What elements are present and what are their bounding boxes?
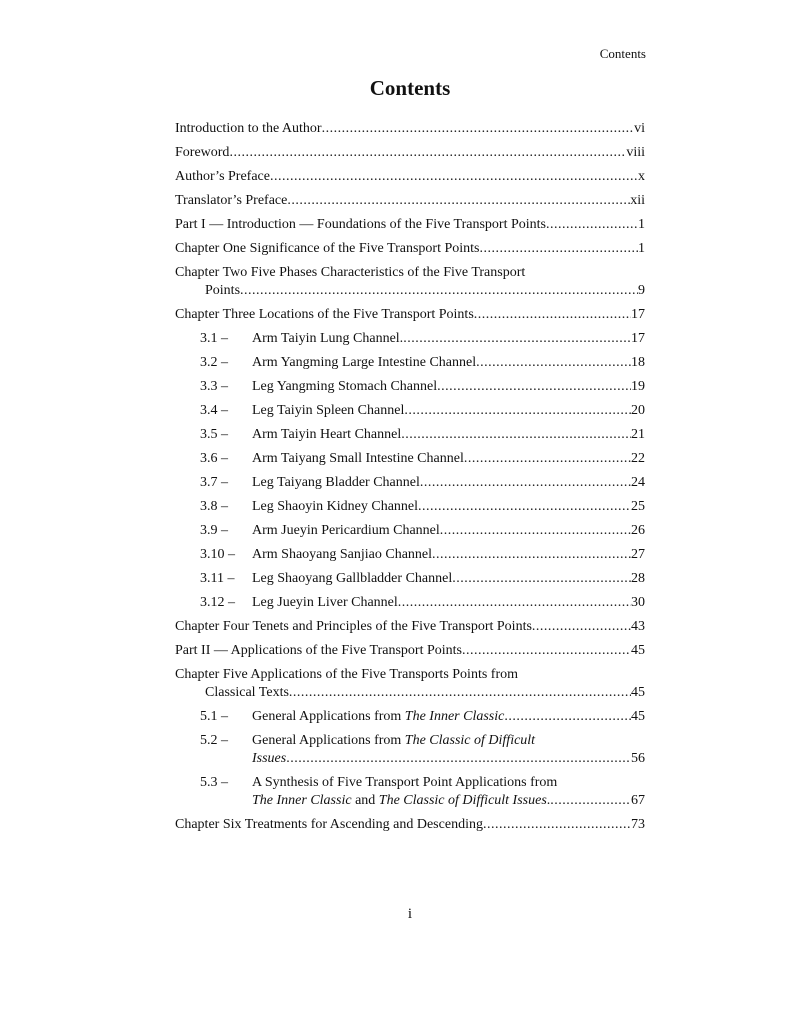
toc-label: Leg Jueyin Liver Channel xyxy=(252,595,398,610)
toc-page-number: 45 xyxy=(631,643,645,658)
dot-leader xyxy=(462,642,631,660)
book-title: The Classic of Difficult xyxy=(404,733,536,748)
toc-page-number: xii xyxy=(630,193,645,208)
section-number: 3.6 – xyxy=(200,451,228,466)
toc-label: Part I — Introduction — Foundations of the Five Transport Points xyxy=(175,217,546,232)
toc-page-number: 24 xyxy=(631,475,645,490)
toc-subentry-3-6[interactable] xyxy=(175,450,645,468)
toc-label-line-2 xyxy=(252,792,550,810)
toc-page-number: 18 xyxy=(631,355,645,370)
section-number: 3.7 – xyxy=(200,475,228,490)
toc-page-number: 45 xyxy=(631,685,645,700)
toc-page-number: 56 xyxy=(631,751,645,766)
section-number: 3.9 – xyxy=(200,523,228,538)
dot-leader xyxy=(476,354,631,372)
toc-page-number: 1 xyxy=(638,241,645,256)
toc-entry-intro[interactable] xyxy=(175,120,645,138)
toc-entry-part-2[interactable] xyxy=(175,642,645,660)
dot-leader xyxy=(483,816,631,834)
section-number: 5.2 – xyxy=(200,733,228,748)
toc-page-number: x xyxy=(638,169,645,184)
section-number: 3.5 – xyxy=(200,427,228,442)
table-of-contents xyxy=(175,120,645,840)
dot-leader xyxy=(440,522,631,540)
toc-subentry-5-2[interactable] xyxy=(175,732,645,768)
toc-page-number: 67 xyxy=(631,793,645,808)
toc-subentry-5-3[interactable] xyxy=(175,774,645,810)
toc-label: Arm Jueyin Pericardium Channel xyxy=(252,523,440,538)
toc-label: Leg Yangming Stomach Channel xyxy=(252,379,438,394)
toc-page-number: 19 xyxy=(631,379,645,394)
toc-page-number: 45 xyxy=(631,709,645,724)
dot-leader xyxy=(286,750,631,768)
toc-label: Arm Taiyang Small Intestine Channel xyxy=(252,451,464,466)
book-title-cont: Issues xyxy=(252,751,287,766)
book-title: The Inner Classic xyxy=(404,709,505,724)
section-number: 3.4 – xyxy=(200,403,228,418)
toc-subentry-3-8[interactable] xyxy=(175,498,645,516)
toc-label-text: . xyxy=(546,793,551,808)
dot-leader xyxy=(287,192,630,210)
dot-leader xyxy=(452,570,631,588)
dot-leader xyxy=(322,120,635,138)
dot-leader xyxy=(504,708,631,726)
toc-entry-foreword[interactable] xyxy=(175,144,645,162)
toc-entry-chapter-6[interactable] xyxy=(175,816,645,834)
dot-leader xyxy=(546,216,638,234)
toc-page-number: 17 xyxy=(631,331,645,346)
section-number: 3.12 – xyxy=(200,595,235,610)
toc-label xyxy=(252,708,504,726)
toc-page-number: 1 xyxy=(638,217,645,232)
dot-leader xyxy=(404,402,631,420)
dot-leader xyxy=(418,498,631,516)
dot-leader xyxy=(289,684,631,702)
toc-subentry-3-11[interactable] xyxy=(175,570,645,588)
section-number: 3.3 – xyxy=(200,379,228,394)
toc-entry-chapter-1[interactable] xyxy=(175,240,645,258)
toc-label: Chapter Three Locations of the Five Transport Points xyxy=(175,307,474,322)
section-number: 3.10 – xyxy=(200,547,235,562)
toc-subentry-5-1[interactable] xyxy=(175,708,645,726)
toc-entry-chapter-2[interactable] xyxy=(175,264,645,300)
toc-label: Introduction to the Author xyxy=(175,121,322,136)
dot-leader xyxy=(403,330,631,348)
dot-leader xyxy=(229,144,626,162)
book-title: The Classic of Difficult Issues xyxy=(378,793,547,808)
dot-leader xyxy=(437,378,631,396)
toc-label: Leg Shaoyin Kidney Channel xyxy=(252,499,419,514)
toc-subentry-3-10[interactable] xyxy=(175,546,645,564)
dot-leader xyxy=(240,282,638,300)
dot-leader xyxy=(270,168,638,186)
toc-label: Foreword xyxy=(175,145,230,160)
toc-page-number: 73 xyxy=(631,817,645,832)
toc-label: Leg Shaoyang Gallbladder Channel xyxy=(252,571,453,586)
toc-entry-translator-preface[interactable] xyxy=(175,192,645,210)
toc-page-number: 9 xyxy=(638,283,645,298)
toc-entry-chapter-3[interactable] xyxy=(175,306,645,324)
toc-label-line-1: Chapter Five Applications of the Five Transports Points from xyxy=(175,667,518,682)
toc-page-number: 22 xyxy=(631,451,645,466)
toc-label-text: and xyxy=(351,793,379,808)
toc-label-line-2: Classical Texts xyxy=(205,685,289,700)
section-number: 3.8 – xyxy=(200,499,228,514)
dot-leader xyxy=(532,618,631,636)
toc-label: Arm Shaoyang Sanjiao Channel xyxy=(252,547,433,562)
dot-leader xyxy=(420,474,631,492)
toc-subentry-3-2[interactable] xyxy=(175,354,645,372)
toc-label: Chapter One Significance of the Five Transport Points xyxy=(175,241,480,256)
toc-label: Leg Taiyin Spleen Channel xyxy=(252,403,405,418)
toc-label-text: General Applications from xyxy=(252,709,405,724)
toc-label: Arm Yangming Large Intestine Channel xyxy=(252,355,477,370)
toc-page-number: 26 xyxy=(631,523,645,538)
toc-page-number: viii xyxy=(626,145,645,160)
toc-label: Part II — Applications of the Five Transport Points xyxy=(175,643,462,658)
running-head: Contents xyxy=(599,46,646,61)
toc-label: Chapter Six Treatments for Ascending and Descending xyxy=(175,817,483,832)
dot-leader xyxy=(479,240,638,258)
dot-leader xyxy=(432,546,631,564)
toc-subentry-3-4[interactable] xyxy=(175,402,645,420)
toc-entry-author-preface[interactable] xyxy=(175,168,645,186)
section-number: 3.1 – xyxy=(200,331,228,346)
toc-label-line-1: A Synthesis of Five Transport Point Applications from xyxy=(252,775,558,790)
dot-leader xyxy=(474,306,631,324)
toc-subentry-3-3[interactable] xyxy=(175,378,645,396)
toc-entry-chapter-4[interactable] xyxy=(175,618,645,636)
toc-label: Chapter Four Tenets and Principles of the Five Transport Points xyxy=(175,619,532,634)
section-number: 5.1 – xyxy=(200,709,228,724)
toc-page-number: 28 xyxy=(631,571,645,586)
section-number: 5.3 – xyxy=(200,775,228,790)
toc-subentry-3-9[interactable] xyxy=(175,522,645,540)
toc-entry-part-1[interactable] xyxy=(175,216,645,234)
toc-label: Arm Taiyin Lung Channel. xyxy=(252,331,404,346)
dot-leader xyxy=(401,426,631,444)
page-title: Contents xyxy=(369,76,451,100)
section-number: 3.11 – xyxy=(200,571,235,586)
toc-entry-chapter-5[interactable] xyxy=(175,666,645,702)
toc-label: Arm Taiyin Heart Channel xyxy=(252,427,402,442)
toc-subentry-3-12[interactable] xyxy=(175,594,645,612)
toc-label: Author’s Preface xyxy=(175,169,270,184)
dot-leader xyxy=(398,594,631,612)
toc-page-number: 21 xyxy=(631,427,645,442)
toc-page-number: 27 xyxy=(631,547,645,562)
toc-page-number: 30 xyxy=(631,595,645,610)
section-number: 3.2 – xyxy=(200,355,228,370)
toc-label: Leg Taiyang Bladder Channel xyxy=(252,475,420,490)
toc-page-number: 25 xyxy=(631,499,645,514)
book-title: The Inner Classic xyxy=(252,793,352,808)
dot-leader xyxy=(464,450,631,468)
toc-subentry-3-1[interactable] xyxy=(175,330,645,348)
toc-subentry-3-5[interactable] xyxy=(175,426,645,444)
toc-page-number: 17 xyxy=(631,307,645,322)
page-number: i xyxy=(407,906,413,922)
dot-leader xyxy=(550,792,631,810)
toc-subentry-3-7[interactable] xyxy=(175,474,645,492)
toc-label: Translator’s Preface xyxy=(175,193,288,208)
toc-label-line-1: Chapter Two Five Phases Characteristics of the Five Transport xyxy=(175,265,526,280)
toc-label-line-2: Points xyxy=(205,283,241,298)
toc-label-text: General Applications from xyxy=(252,733,405,748)
toc-page-number: 43 xyxy=(631,619,645,634)
toc-page-number: 20 xyxy=(631,403,645,418)
toc-label-line-1 xyxy=(252,732,645,750)
toc-page-number: vi xyxy=(634,121,645,136)
